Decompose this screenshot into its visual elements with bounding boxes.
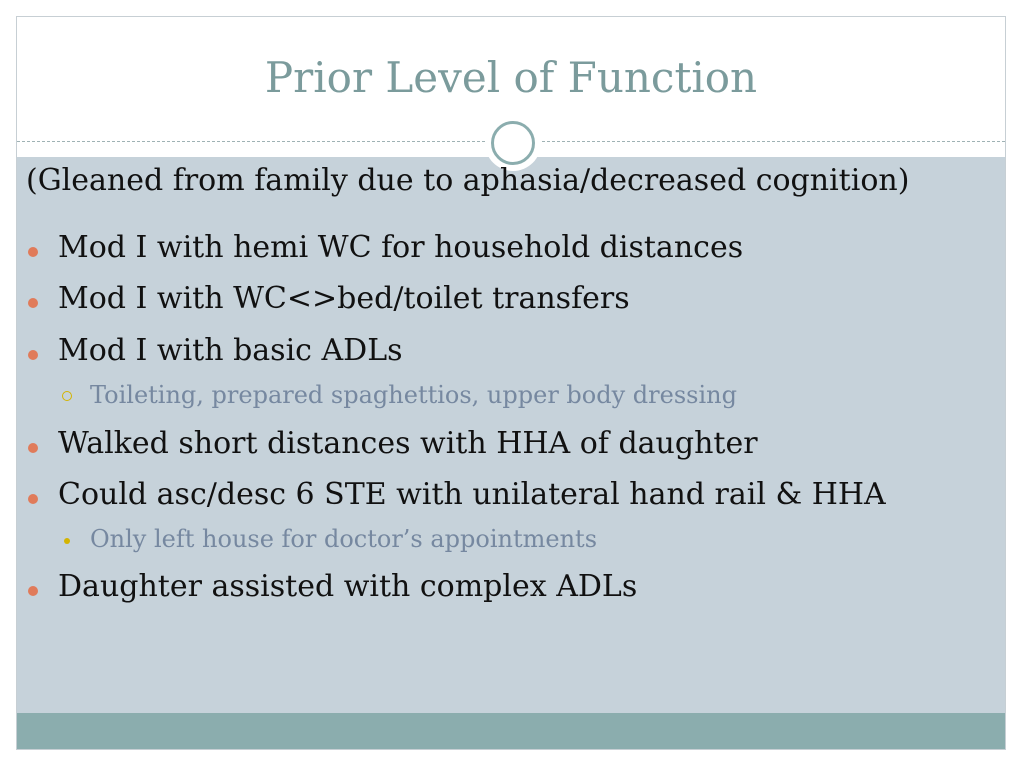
sub-bullet-text: Only left house for doctor’s appointments bbox=[90, 525, 598, 553]
bullet-text: Walked short distances with HHA of daughter bbox=[58, 426, 758, 461]
bullet-dot-icon bbox=[28, 443, 38, 453]
bullet-dot-icon bbox=[28, 350, 38, 360]
bullet-dot-icon bbox=[28, 298, 38, 308]
hollow-circle-bullet-icon bbox=[62, 391, 72, 401]
bullet-text: Mod I with hemi WC for household distances bbox=[58, 230, 744, 265]
slide-title: Prior Level of Function bbox=[264, 53, 758, 102]
small-dot-bullet-icon bbox=[64, 538, 70, 544]
bullet-dot-icon bbox=[28, 247, 38, 257]
bullet-dot-icon bbox=[28, 586, 38, 596]
circle-ring bbox=[491, 121, 535, 165]
bullet-text: Mod I with basic ADLs bbox=[58, 333, 403, 368]
intro-text: (Gleaned from family due to aphasia/decreased cognition) bbox=[26, 163, 910, 198]
bullet-text: Mod I with WC<>bed/toilet transfers bbox=[58, 281, 630, 316]
bullet-dot-icon bbox=[28, 494, 38, 504]
bullet-text: Daughter assisted with complex ADLs bbox=[58, 569, 638, 604]
footer-band bbox=[17, 713, 1005, 749]
bullet-text: Could asc/desc 6 STE with unilateral hand rail & HHA bbox=[58, 477, 886, 512]
sub-bullet-text: Toileting, prepared spaghettios, upper body dressing bbox=[90, 381, 737, 409]
